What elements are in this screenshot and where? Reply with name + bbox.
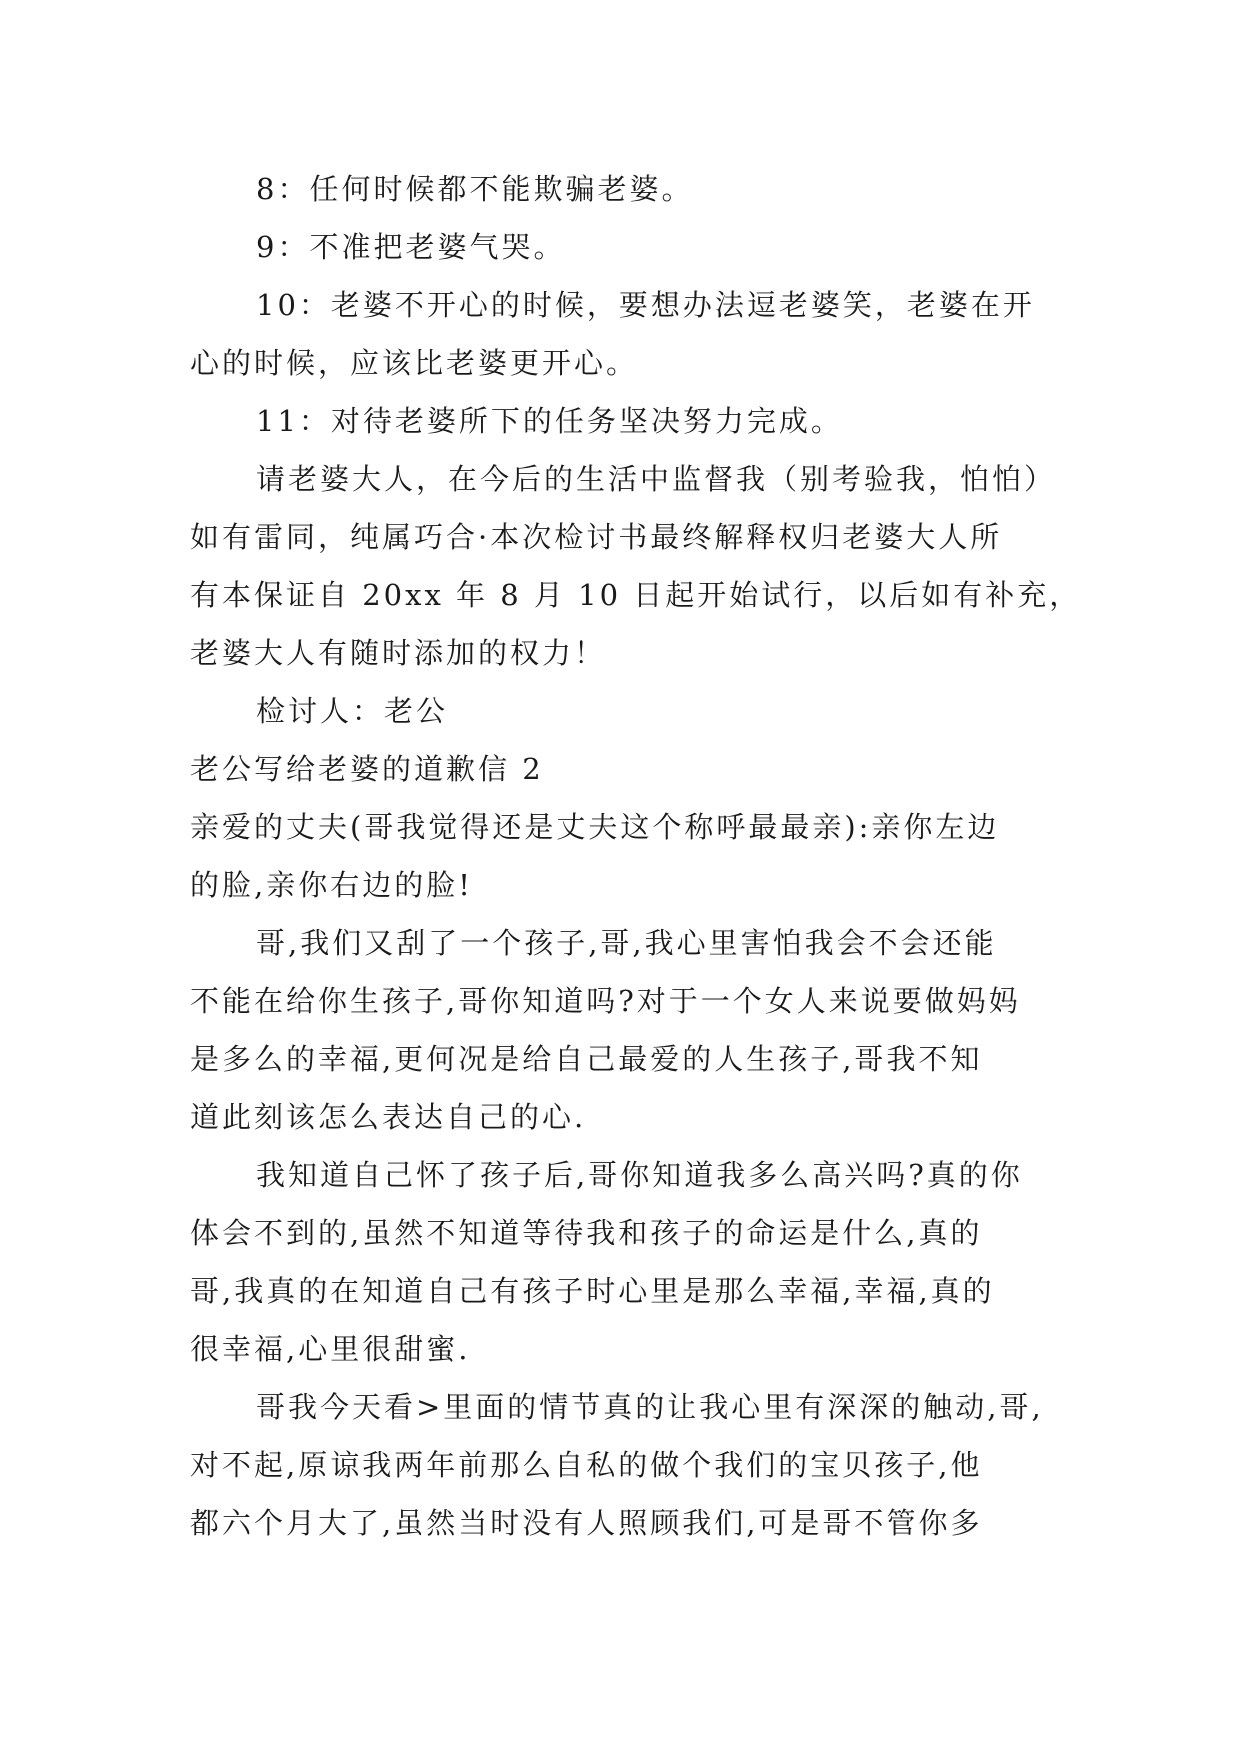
text-line: 都六个月大了,虽然当时没有人照顾我们,可是哥不管你多 — [190, 1506, 983, 1540]
document-body — [190, 160, 1082, 1552]
text-line: 9：不准把老婆气哭。 — [256, 230, 566, 264]
text-line: 对不起,原谅我两年前那么自私的做个我们的宝贝孩子,他 — [190, 1448, 983, 1482]
text-line: 请老婆大人，在今后的生活中监督我（别考验我，怕怕） — [256, 462, 1057, 496]
text-line: 心的时候，应该比老婆更开心。 — [190, 346, 639, 380]
text-line: 很幸福,心里很甜蜜. — [190, 1332, 471, 1366]
text-line: 我知道自己怀了孩子后,哥你知道我多么高兴吗?真的你 — [256, 1158, 1023, 1192]
text-line: 道此刻该怎么表达自己的心. — [190, 1100, 587, 1134]
text-line: 亲爱的丈夫(哥我觉得还是丈夫这个称呼最最亲):亲你左边 — [190, 810, 1000, 844]
text-line: 的脸,亲你右边的脸! — [190, 868, 473, 902]
text-line: 哥我今天看>里面的情节真的让我心里有深深的触动,哥, — [256, 1390, 1044, 1424]
section-title: 老公写给老婆的道歉信 2 — [190, 752, 544, 786]
text-line: 哥,我真的在知道自己有孩子时心里是那么幸福,幸福,真的 — [190, 1274, 995, 1308]
text-line: 体会不到的,虽然不知道等待我和孩子的命运是什么,真的 — [190, 1216, 983, 1250]
text-line: 11：对待老婆所下的任务坚决努力完成。 — [256, 404, 843, 438]
text-line: 哥,我们又刮了一个孩子,哥,我心里害怕我会不会还能 — [256, 926, 997, 960]
signature-line: 检讨人：老公 — [256, 694, 449, 728]
text-line: 是多么的幸福,更何况是给自己最爱的人生孩子,哥我不知 — [190, 1042, 983, 1076]
text-line: 不能在给你生孩子,哥你知道吗?对于一个女人来说要做妈妈 — [190, 984, 1021, 1018]
text-line: 有本保证自 20xx 年 8 月 10 日起开始试行，以后如有补充， — [190, 578, 1082, 612]
text-line: 如有雷同，纯属巧合·本次检讨书最终解释权归老婆大人所 — [190, 520, 1003, 554]
text-line: 老婆大人有随时添加的权力！ — [190, 636, 607, 670]
text-line: 8：任何时候都不能欺骗老婆。 — [256, 172, 694, 206]
text-line: 10：老婆不开心的时候，要想办法逗老婆笑，老婆在开 — [256, 288, 1035, 322]
